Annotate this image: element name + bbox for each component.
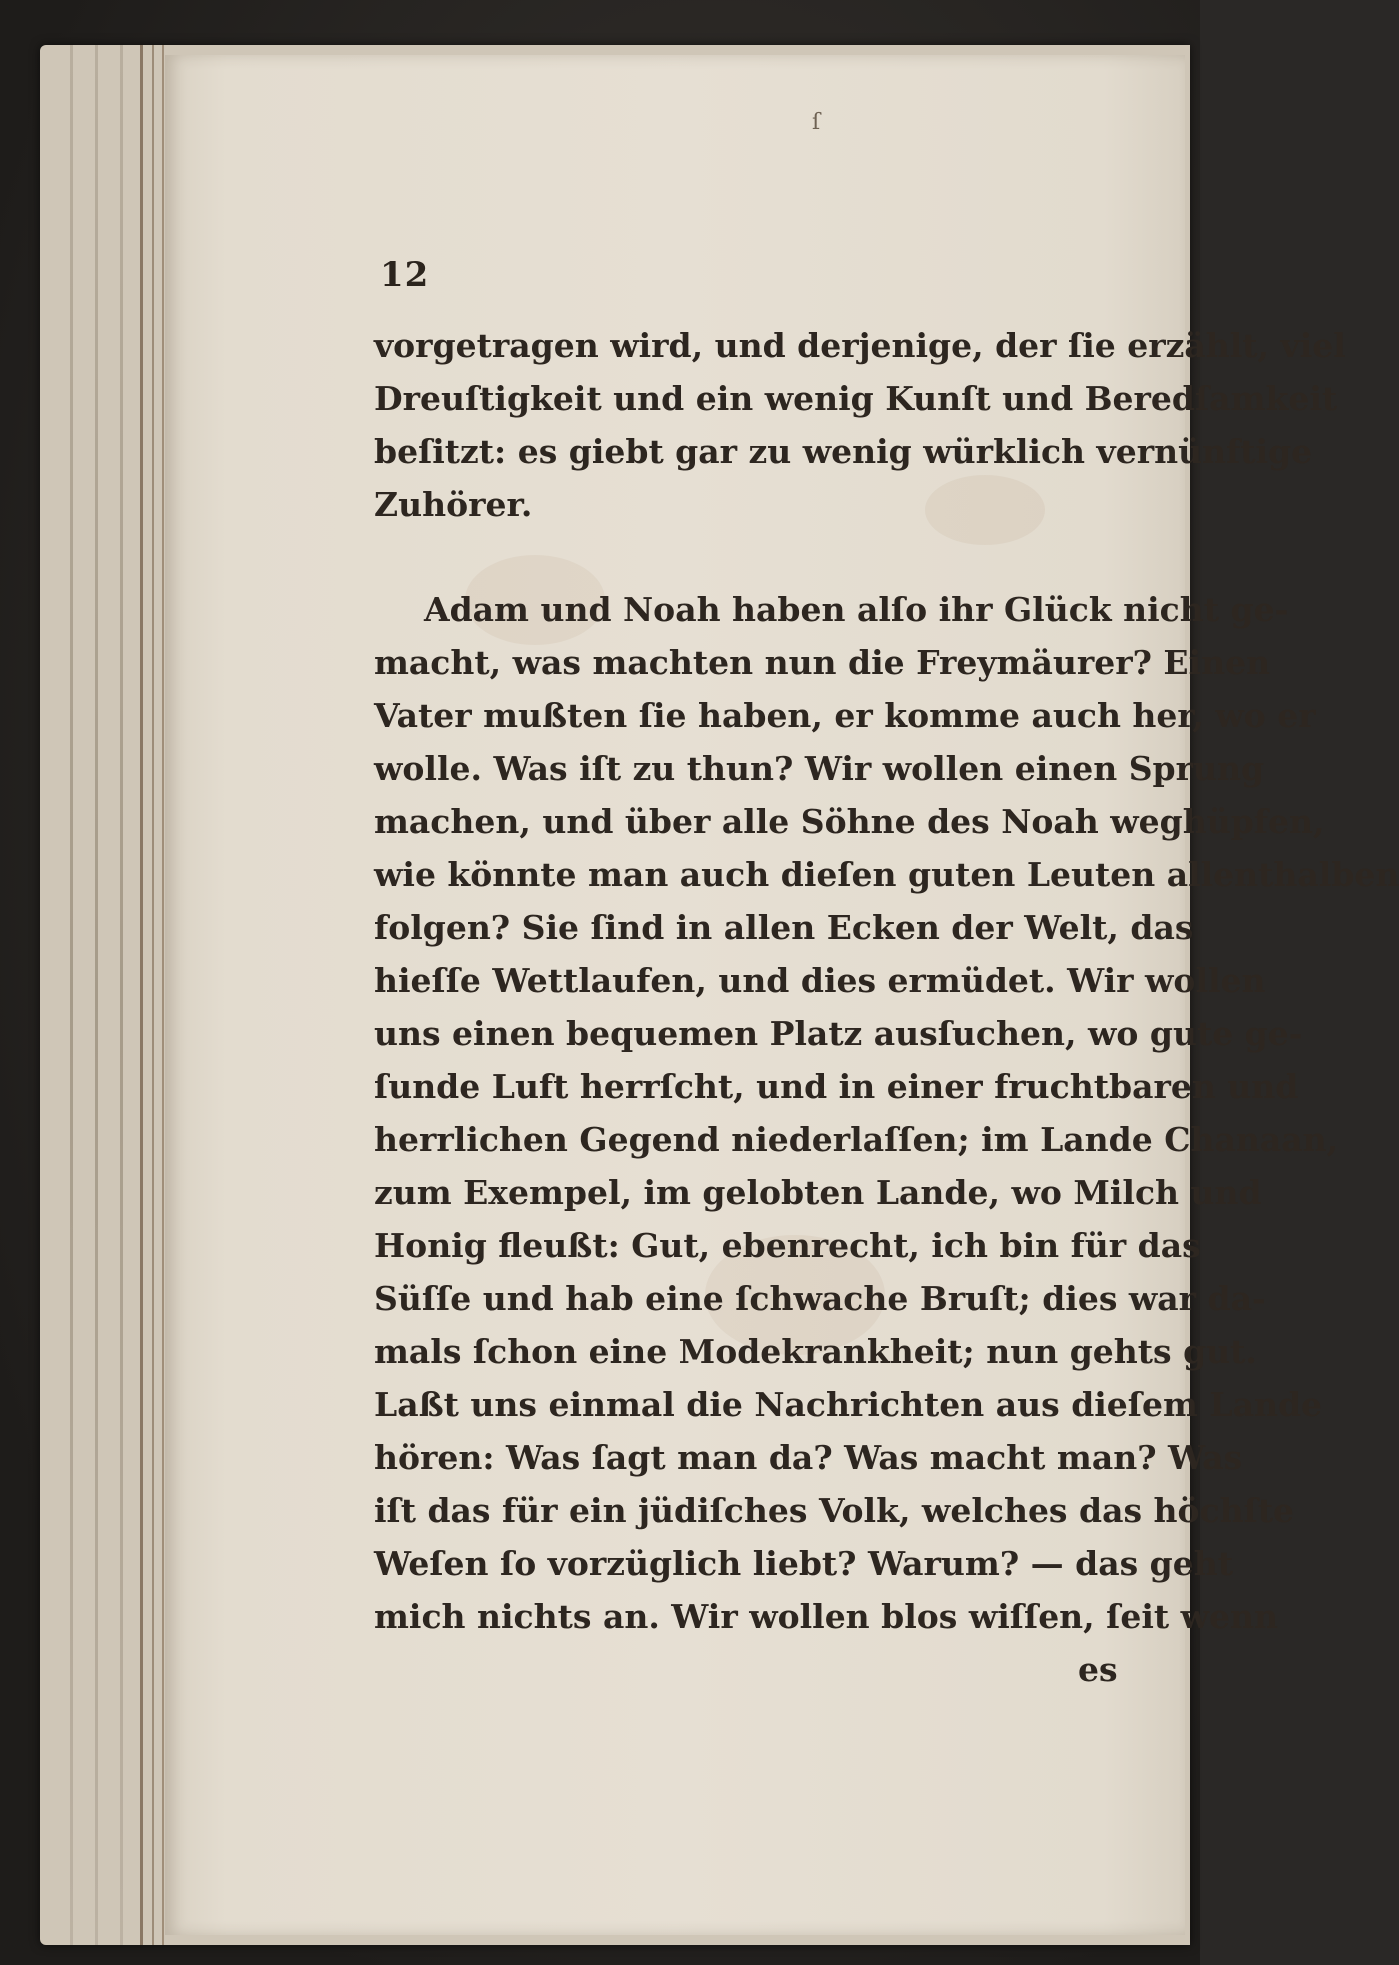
text-line: wie könnte man auch dieſen guten Leuten allenthalben — [374, 855, 1399, 894]
text-line: Vater mußten ſie haben, er komme auch her, wo er — [374, 696, 1316, 735]
text-line: Zuhörer. — [374, 485, 533, 524]
catchword: es — [1078, 1650, 1118, 1689]
text-line: mals ſchon eine Modekrankheit; nun gehts gut. — [374, 1332, 1257, 1371]
text-line: mich nichts an. Wir wollen blos wiſſen, ſeit wenn — [374, 1597, 1279, 1636]
text-line: Dreuſtigkeit und ein wenig Kunſt und Beredſamkeit — [374, 379, 1338, 418]
text-line: vorgetragen wird, und derjenige, der ſie erzählt, viel — [374, 326, 1346, 365]
text-line: herrlichen Gegend niederlaſſen; im Lande Chanaan, — [374, 1120, 1339, 1159]
text-line: machen, und über alle Söhne des Noah weghüpfen, — [374, 802, 1325, 841]
page-number: 12 — [380, 255, 430, 295]
text-line: wolle. Was iſt zu thun? Wir wollen einen Sprung — [374, 749, 1265, 788]
text-line: Laßt uns einmal die Nachrichten aus dieſem Lande — [374, 1385, 1323, 1424]
text-line: ſunde Luft herrſcht, und in einer fruchtbaren und — [374, 1067, 1299, 1106]
text-line: hieſſe Wettlaufen, und dies ermüdet. Wir wollen — [374, 961, 1266, 1000]
text-line: zum Exempel, im gelobten Lande, wo Milch und — [374, 1173, 1262, 1212]
text-line: Adam und Noah haben alſo ihr Glück nicht ge- — [424, 590, 1289, 629]
text-line: macht, was machten nun die Freymäurer? Einen — [374, 643, 1271, 682]
text-line: Süſſe und hab eine ſchwache Bruſt; dies war da- — [374, 1279, 1266, 1318]
text-line: Weſen ſo vorzüglich liebt? Warum? — das geht — [374, 1544, 1233, 1583]
text-line: uns einen bequemen Platz ausſuchen, wo gute ge- — [374, 1014, 1303, 1053]
text-line: Honig fleußt: Gut, ebenrecht, ich bin für das — [374, 1226, 1201, 1265]
text-line: hören: Was ſagt man da? Was macht man? Was — [374, 1438, 1243, 1477]
top-mark: ſ — [812, 110, 821, 135]
text-line: beſitzt: es giebt gar zu wenig würklich vernünftige — [374, 432, 1313, 471]
text-line: iſt das für ein jüdiſches Volk, welches das höchſte — [374, 1491, 1295, 1530]
text-line: folgen? Sie ſind in allen Ecken der Welt, das — [374, 908, 1194, 947]
